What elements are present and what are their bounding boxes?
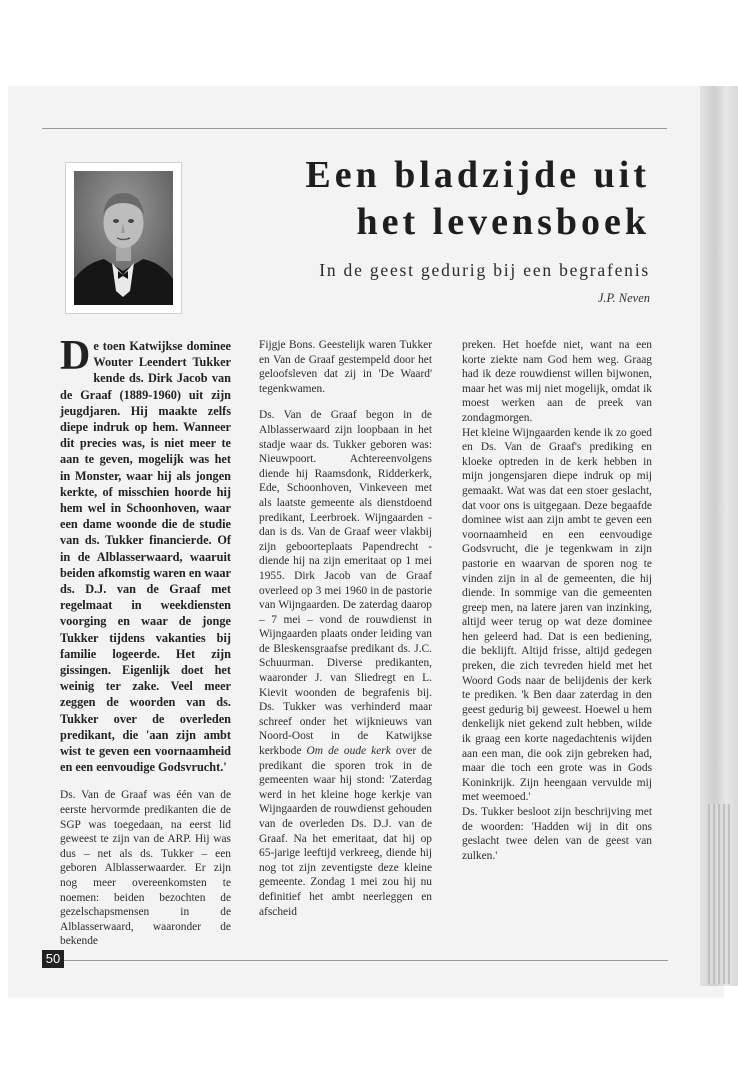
portrait-photo-icon [74, 171, 173, 305]
bottom-rule [64, 960, 668, 961]
body-text: Ds. Van de Graaf begon in de Alblasserwaard zijn loopbaan in het stadje waar ds. Tukker geboren was: Nieuwpoort. Achtereenvolgens diende hij Raamsdonk, Ridderkerk, Ede, Schoonhoven, Vinkeveen met als laatste gemeente als dienstdoend predikant, Leerbroek. Wijngaarden - dan is ds. Van de Graaf weer vlakbij zijn geboorteplaats Papendrecht - diende hij na zijn emeritaat op 1 mei 1955. Dirk Jacob van de Graaf overleed op 3 mei 1960 in de pastorie van Wijngaarden. De zaterdag daarop – 7 mei – vond de rouwdienst in Wijngaarden plaats onder leiding van de Bleskensgraafse predikant ds. J.C. Schuurman. Diverse predikanten, waaronder J. van Sliedregt en L. Kievit woonden de begrafenis bij. Ds. Tukker was verhinderd maar schreef onder het wijknieuws van Noord-Oost in de Katwijkse kerkbode [259, 409, 432, 758]
article-subtitle: In de geest gedurig bij een begrafenis [319, 260, 650, 280]
article-title [230, 152, 650, 246]
body-text: over de predikant die sporen trok in de gemeenten waar hij stond: 'Zaterdag werd in het kleine hoge kerkje van Wijngaarden de rouwdienst gehouden van de overleden Ds. D.J. van de Graaf. Na het emeritaat, dat hij op 65-jarige leeftijd verkreeg, diende hij nog tot zijn zeventigste deze kleine gemeente. Zondag 1 mei zou hij nu definitief het ambt neerleggen en afscheid [259, 745, 432, 918]
spine-pattern [708, 804, 730, 984]
body-paragraph: Ds. Van de Graaf was één van de eerste hervormde predikanten die de SGP was toegedaan, na eerst lid geweest te zijn van de ARP. Hij was dus – net als ds. Tukker – een geboren Alblasserwaarder. Er zijn nog meer overeenkomsten te noemen: beiden bezochten de gezelschapsmensen in de Alblasserwaard, waaronder de bekende [60, 789, 231, 948]
top-rule [42, 128, 667, 129]
body-paragraph: Het kleine Wijngaarden kende ik zo goed en Ds. Van de Graaf's prediking en kloeke optreden in de kerk hebben in mijn jongensjaren diepe indruk op mij gemaakt. Wat was dat een stoer geslacht, dat voor ons is uitgegaan. Deze begaafde dominee wist aan zijn ambt te geven een voornaamheid en een eenvoudige Godsvrucht, die je tegenkwam in zijn pastorie en waarvan de sporen nog te vinden zijn in al de gemeenten, die hij diende. In sommige van die gemeenten greep men, na latere jaren van inzinking, altijd weer terug op wat deze dominee hen geleerd had. Dat is een bediening, die beklijft. Altijd frisse, altijd gedegen preken, die zich tevreden hield met het Woord Gods naar de belijdenis der kerk te prediken. 'k Ben daar zaterdag in den geest gedurig bij geweest. Hoewel u hem denkelijk niet gekend zult hebben, wilde ik graag een korte nagedachtenis wijden aan een man, die ook zijn gebreken had, maar die toch een grote was in Gods Koninkrijk. Zijn heengaan vervulde mij met weemoed.' [462, 426, 652, 804]
kerkbode-title: Om de oude kerk [306, 745, 391, 758]
column-1 [60, 333, 231, 961]
page-number: 50 [42, 950, 64, 968]
column-3 [462, 338, 652, 875]
drop-cap: D [60, 333, 91, 379]
lead-paragraph [60, 333, 231, 775]
portrait-photo [74, 171, 173, 305]
title-line-1: Een bladzijde uit [305, 154, 650, 196]
body-paragraph [259, 408, 432, 919]
body-paragraph: preken. Het hoefde niet, want na een korte ziekte nam God hem weg. Graag had ik deze rouwdienst willen bijwonen, maar het was mij niet mogelijk, omdat ik moest werken aan de preek van zondagmorgen. [462, 339, 652, 424]
body-paragraph: Ds. Tukker besloot zijn beschrijving met de woorden: 'Hadden wij in dit ons geslacht twee delen van de geest van zulken.' [462, 806, 652, 862]
title-line-2: het levensboek [356, 201, 650, 243]
body-paragraph: Fijgje Bons. Geestelijk waren Tukker en Van de Graaf gestempeld door het geloofsleven dat zij in 'De Waard' tegenkwamen. [259, 339, 432, 395]
lead-text: e toen Katwijkse dominee Wouter Leendert Tukker kende ds. Dirk Jacob van de Graaf (1889-1960) uit zijn jeugdjaren. Hij maakte zelfs diepe indruk op hem. Wanneer dit precies was, is niet meer te aan te geven, mogelijk was het in Monster, waar hij als jongen kerkte, of misschien hoorde hij hem wel in Schoonhoven, waar een dame woonde die de studie van ds. Tukker financierde. Of in de Alblasserwaard, waaruit beiden afkomstig waren en waar ds. D.J. van de Graaf met regelmaat in weekdiensten voorging en waar de jonge Tukker tijdens vakanties bij familie logeerde. Het zijn gissingen. Eigenlijk doet het weinig ter zake. Veel meer zeggen de woorden van ds. Tukker over de overleden predikant, die 'aan zijn ambt wist te geven een voornaamheid en een eenvoudige Godsvrucht.' [60, 339, 231, 775]
portrait-photo-frame [66, 163, 181, 313]
column-2 [259, 338, 432, 931]
article-author: J.P. Neven [597, 291, 650, 305]
